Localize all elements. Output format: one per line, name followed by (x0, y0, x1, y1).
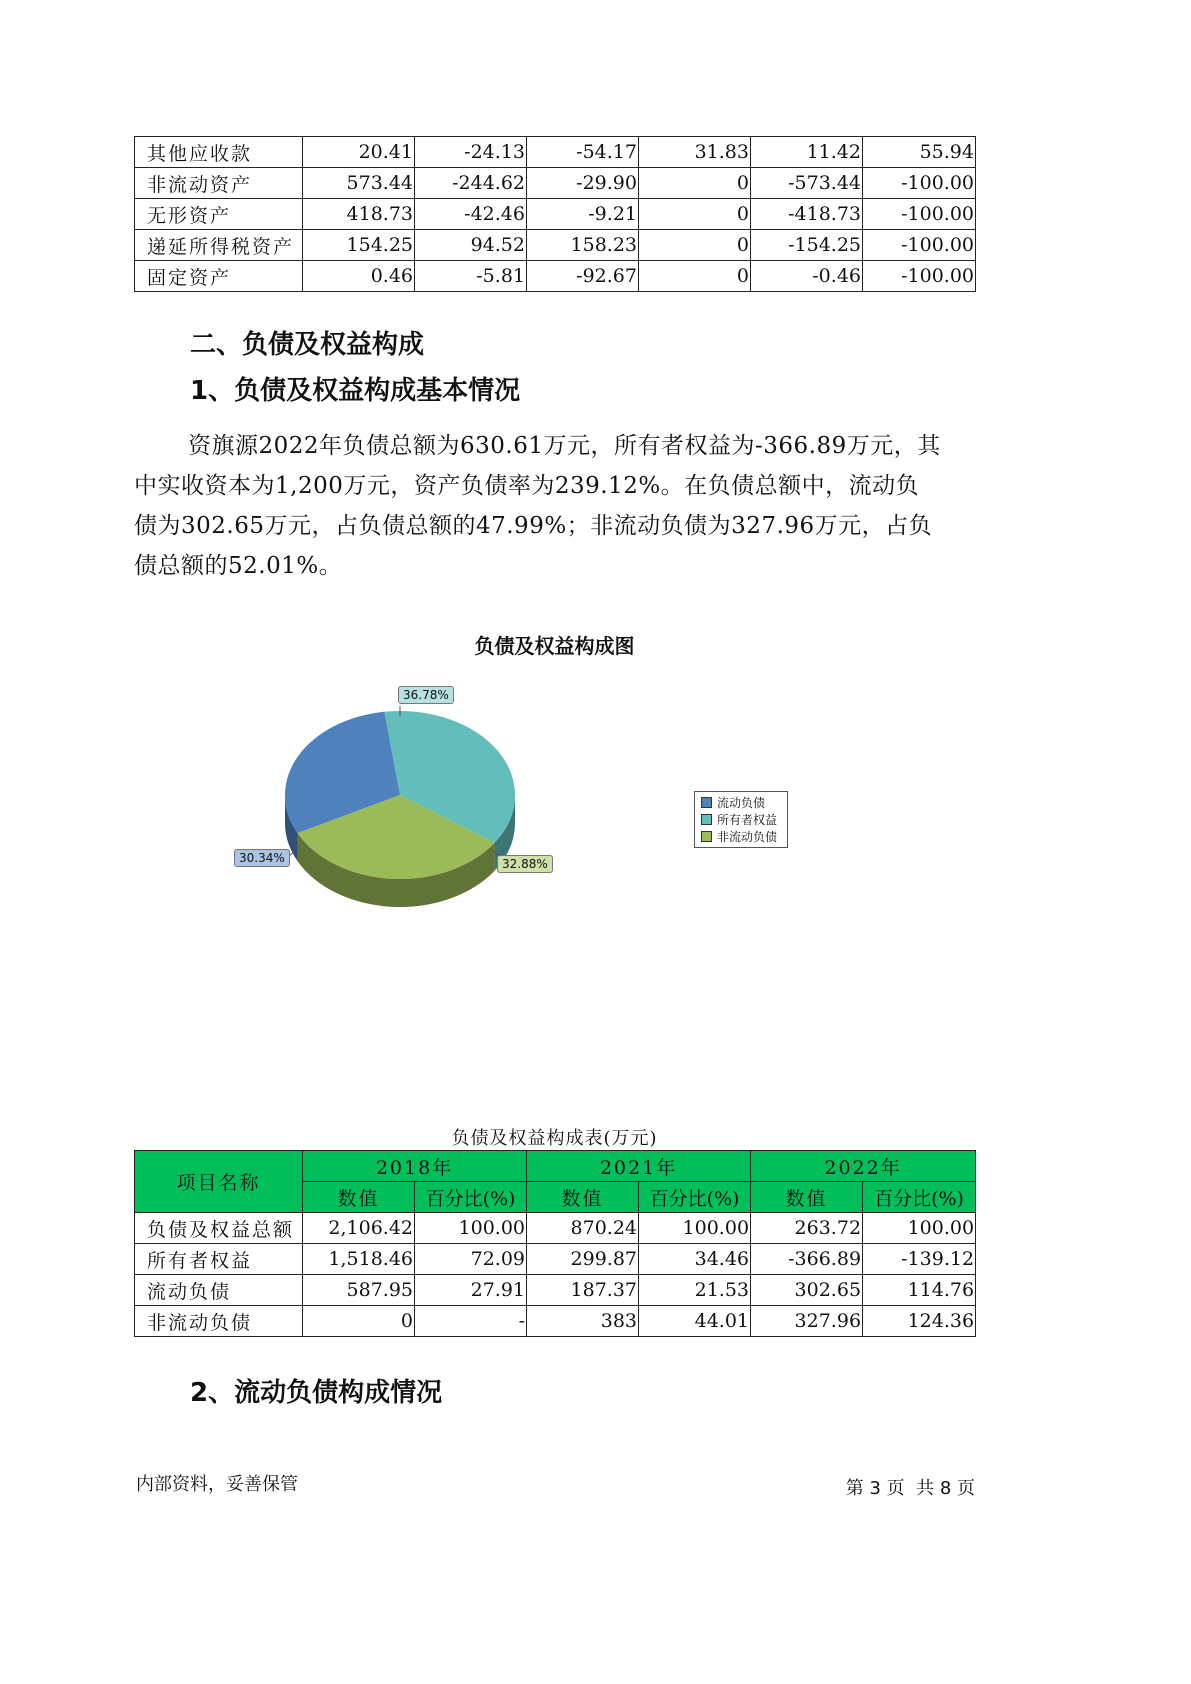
table-cell: 0 (639, 168, 751, 199)
header-percent: 百分比(%) (863, 1182, 976, 1213)
row-label: 其他应收款 (135, 137, 303, 168)
header-year: 2018年 (303, 1151, 527, 1182)
table-cell: 55.94 (863, 137, 976, 168)
table-cell: 158.23 (527, 230, 639, 261)
table-row (135, 230, 976, 261)
table-row (135, 1213, 976, 1244)
table-cell: -24.13 (415, 137, 527, 168)
header-item-name: 项目名称 (135, 1151, 303, 1213)
liability-equity-table (134, 1150, 976, 1337)
legend-label: 所有者权益 (717, 813, 778, 827)
table-cell: 383 (527, 1306, 639, 1337)
table-cell: 44.01 (639, 1306, 751, 1337)
table-cell: -92.67 (527, 261, 639, 292)
header-value: 数值 (751, 1182, 863, 1213)
legend-swatch (701, 814, 712, 825)
table-cell: 94.52 (415, 230, 527, 261)
table-cell: 263.72 (751, 1213, 863, 1244)
table-cell: 100.00 (863, 1213, 976, 1244)
table-row (135, 199, 976, 230)
row-label: 无形资产 (135, 199, 303, 230)
table-row (135, 1275, 976, 1306)
slice-label-equity: 36.78% (398, 686, 454, 704)
table-row (135, 168, 976, 199)
table-cell: 0 (639, 230, 751, 261)
table-cell: -100.00 (863, 168, 976, 199)
footer-page-number: 第 3 页 共 8 页 (845, 1478, 975, 1499)
asset-change-table-body (135, 137, 976, 292)
liability-equity-table-body (135, 1213, 976, 1337)
table-cell: 21.53 (639, 1275, 751, 1306)
header-value: 数值 (303, 1182, 415, 1213)
table-cell: 124.36 (863, 1306, 976, 1337)
table-cell: 187.37 (527, 1275, 639, 1306)
table-cell: 154.25 (303, 230, 415, 261)
table-cell: - (415, 1306, 527, 1337)
table-cell: -244.62 (415, 168, 527, 199)
table-cell: 100.00 (639, 1213, 751, 1244)
chart-title: 负债及权益构成图 (474, 634, 635, 658)
table-cell: 573.44 (303, 168, 415, 199)
paragraph-line: 债为302.65万元，占负债总额的47.99%；非流动负债为327.96万元，占负 (134, 513, 933, 539)
row-label: 非流动资产 (135, 168, 303, 199)
pie-chart (230, 680, 610, 920)
table-cell: 72.09 (415, 1244, 527, 1275)
table-row (135, 261, 976, 292)
table-cell: 27.91 (415, 1275, 527, 1306)
legend-label: 非流动负债 (717, 830, 778, 844)
table-cell: 299.87 (527, 1244, 639, 1275)
table-cell: 870.24 (527, 1213, 639, 1244)
footer-confidential: 内部资料，妥善保管 (136, 1474, 298, 1495)
asset-change-table (134, 136, 976, 292)
table-cell: -573.44 (751, 168, 863, 199)
row-label: 所有者权益 (135, 1244, 303, 1275)
header-percent: 百分比(%) (415, 1182, 527, 1213)
table-cell: 11.42 (751, 137, 863, 168)
table-cell: 0 (639, 261, 751, 292)
table-cell: 20.41 (303, 137, 415, 168)
header-year: 2022年 (751, 1151, 976, 1182)
header-percent: 百分比(%) (639, 1182, 751, 1213)
table-cell: -418.73 (751, 199, 863, 230)
table-cell: -0.46 (751, 261, 863, 292)
slice-label-current-liabilities: 30.34% (234, 849, 290, 867)
table-cell: -139.12 (863, 1244, 976, 1275)
pie-slices (285, 711, 515, 907)
table-cell: 2,106.42 (303, 1213, 415, 1244)
legend-item (695, 811, 787, 828)
table-cell: 100.00 (415, 1213, 527, 1244)
row-label: 流动负债 (135, 1275, 303, 1306)
table-row (135, 1306, 976, 1337)
table-cell: 34.46 (639, 1244, 751, 1275)
table-cell: -100.00 (863, 199, 976, 230)
legend-item (695, 828, 787, 845)
row-label: 负债及权益总额 (135, 1213, 303, 1244)
subsection-heading: 1、负债及权益构成基本情况 (190, 376, 521, 406)
table-cell: -154.25 (751, 230, 863, 261)
slice-label-noncurrent-liabilities: 32.88% (497, 855, 553, 873)
table-cell: 327.96 (751, 1306, 863, 1337)
table-cell: -366.89 (751, 1244, 863, 1275)
table-cell: 0.46 (303, 261, 415, 292)
table-cell: 0 (303, 1306, 415, 1337)
table-cell: 31.83 (639, 137, 751, 168)
table-cell: -9.21 (527, 199, 639, 230)
table-header-row (135, 1151, 976, 1182)
chart-legend (694, 791, 788, 848)
section-heading: 二、负债及权益构成 (190, 330, 425, 360)
row-label: 递延所得税资产 (135, 230, 303, 261)
table-cell: 1,518.46 (303, 1244, 415, 1275)
paragraph-line: 中实收资本为1,200万元，资产负债率为239.12%。在负债总额中，流动负 (134, 473, 920, 499)
legend-swatch (701, 831, 712, 842)
header-year: 2021年 (527, 1151, 751, 1182)
legend-item (695, 794, 787, 811)
table-cell: -42.46 (415, 199, 527, 230)
subsection-heading: 2、流动负债构成情况 (190, 1378, 443, 1408)
row-label: 非流动负债 (135, 1306, 303, 1337)
legend-swatch (701, 797, 712, 808)
table-cell: -5.81 (415, 261, 527, 292)
paragraph-line: 资旗源2022年负债总额为630.61万元，所有者权益为-366.89万元，其 (188, 433, 941, 459)
table-cell: -100.00 (863, 261, 976, 292)
table-cell: 587.95 (303, 1275, 415, 1306)
table-row (135, 137, 976, 168)
legend-label: 流动负债 (717, 796, 766, 810)
table-cell: 302.65 (751, 1275, 863, 1306)
table-cell: -29.90 (527, 168, 639, 199)
table-cell: 114.76 (863, 1275, 976, 1306)
table-cell: -54.17 (527, 137, 639, 168)
header-value: 数值 (527, 1182, 639, 1213)
paragraph-line: 债总额的52.01%。 (134, 553, 343, 579)
table-cell: -100.00 (863, 230, 976, 261)
table-cell: 418.73 (303, 199, 415, 230)
table-row (135, 1244, 976, 1275)
table-cell: 0 (639, 199, 751, 230)
row-label: 固定资产 (135, 261, 303, 292)
table-caption: 负债及权益构成表(万元) (451, 1128, 658, 1149)
summary-paragraph (134, 426, 984, 586)
